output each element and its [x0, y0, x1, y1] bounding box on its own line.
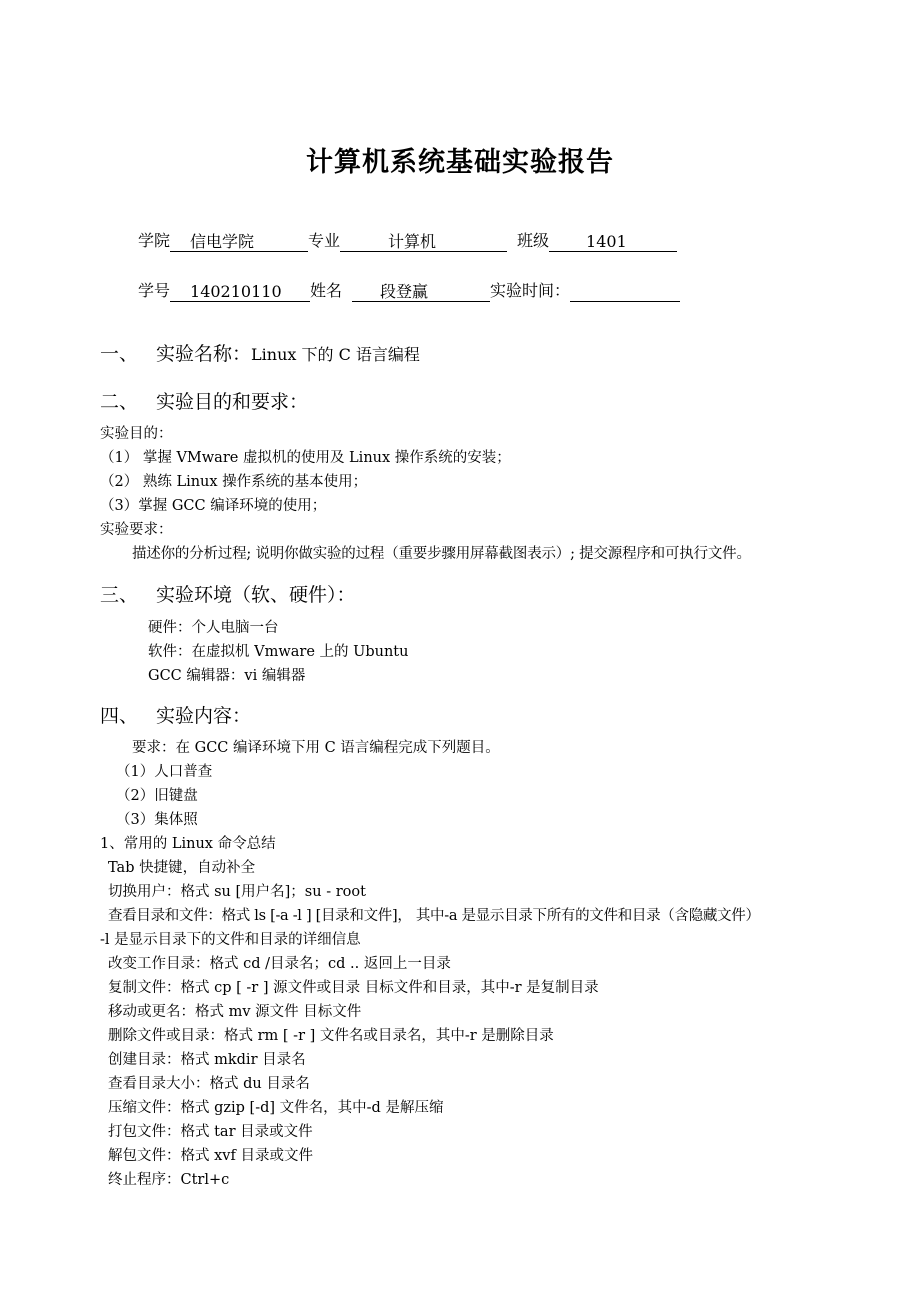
purpose-item-3: （3）掌握 GCC 编译环境的使用； — [100, 498, 327, 514]
college-label: 学院 — [138, 231, 171, 250]
id-value: 140210110 — [190, 282, 282, 301]
command-line: 移动或更名：格式 mv 源文件 目标文件 — [108, 1004, 362, 1020]
command-line: 终止程序：Ctrl+c — [108, 1172, 230, 1188]
section-1-number: 一、 — [100, 343, 139, 365]
purpose-item-2: （2） 熟练 Linux 操作系统的基本使用； — [100, 474, 368, 490]
id-field — [170, 282, 310, 302]
page-title: 计算机系统基础实验报告 — [306, 147, 614, 178]
command-line: 创建目录：格式 mkdir 目录名 — [108, 1052, 306, 1068]
major-field — [340, 232, 507, 252]
command-line: 改变工作目录：格式 cd /目录名；cd .. 返回上一目录 — [108, 956, 451, 972]
info-row-1 — [138, 230, 677, 252]
major-label: 专业 — [308, 231, 341, 250]
name-field — [352, 282, 490, 302]
purpose-label: 实验目的： — [100, 426, 173, 442]
command-line: 切换用户：格式 su [用户名]；su - root — [108, 884, 366, 900]
section-3-title: 实验环境（软、硬件）： — [156, 584, 356, 606]
class-label: 班级 — [517, 231, 550, 250]
section-4-heading — [100, 701, 251, 728]
command-line: 压缩文件：格式 gzip [-d] 文件名，其中-d 是解压缩 — [108, 1100, 444, 1116]
task-item: （3）集体照 — [116, 812, 198, 828]
class-value: 1401 — [586, 232, 627, 251]
command-line: 打包文件：格式 tar 目录或文件 — [108, 1124, 313, 1140]
command-line: 查看目录和文件：格式 ls [-a -l ] [目录和文件]， 其中-a 是显示目录下所有的文件和目录（含隐藏文件） — [108, 908, 760, 924]
task-item: （1）人口普查 — [116, 764, 213, 780]
section-1-title: 实验名称： — [156, 343, 252, 365]
section-1-heading — [100, 339, 420, 366]
section-3-number: 三、 — [100, 584, 139, 606]
command-line: Tab 快捷键，自动补全 — [108, 860, 256, 876]
time-label: 实验时间： — [490, 281, 571, 300]
section-2-heading — [100, 387, 308, 414]
env-hardware: 硬件：个人电脑一台 — [148, 620, 279, 636]
requirement-label: 实验要求： — [100, 522, 173, 538]
summary-title: 1、常用的 Linux 命令总结 — [100, 836, 276, 852]
id-label: 学号 — [138, 281, 171, 300]
env-editor: GCC 编辑器：vi 编辑器 — [148, 668, 306, 684]
section-4-title: 实验内容： — [156, 705, 252, 727]
section-4-number: 四、 — [100, 705, 139, 727]
command-line: -l 是显示目录下的文件和目录的详细信息 — [100, 932, 361, 948]
class-field — [549, 232, 677, 252]
section-3-heading — [100, 580, 356, 607]
content-requirement: 要求：在 GCC 编译环境下用 C 语言编程完成下列题目。 — [132, 740, 500, 756]
name-value: 段登赢 — [380, 282, 429, 301]
command-line: 复制文件：格式 cp [ -r ] 源文件或目录 目标文件和目录，其中-r 是复制目录 — [108, 980, 599, 996]
college-field — [170, 232, 308, 252]
env-software: 软件：在虚拟机 Vmware 上的 Ubuntu — [148, 644, 409, 660]
name-label: 姓名 — [310, 281, 343, 300]
task-item: （2）旧键盘 — [116, 788, 198, 804]
major-value: 计算机 — [388, 232, 437, 251]
command-line: 查看目录大小：格式 du 目录名 — [108, 1076, 310, 1092]
section-2-title: 实验目的和要求： — [156, 391, 309, 413]
command-line: 删除文件或目录：格式 rm [ -r ] 文件名或目录名，其中-r 是删除目录 — [108, 1028, 554, 1044]
requirement-text: 描述你的分析过程; 说明你做实验的过程（重要步骤用屏幕截图表示）; 提交源程序和可执行文件。 — [132, 546, 751, 562]
college-value: 信电学院 — [190, 232, 255, 251]
section-1-tail: Linux 下的 C 语言编程 — [251, 345, 420, 364]
command-line: 解包文件：格式 xvf 目录或文件 — [108, 1148, 313, 1164]
section-2-number: 二、 — [100, 391, 139, 413]
info-row-2 — [138, 280, 680, 302]
purpose-item-1: （1） 掌握 VMware 虚拟机的使用及 Linux 操作系统的安装； — [100, 450, 511, 466]
time-field — [570, 282, 680, 302]
